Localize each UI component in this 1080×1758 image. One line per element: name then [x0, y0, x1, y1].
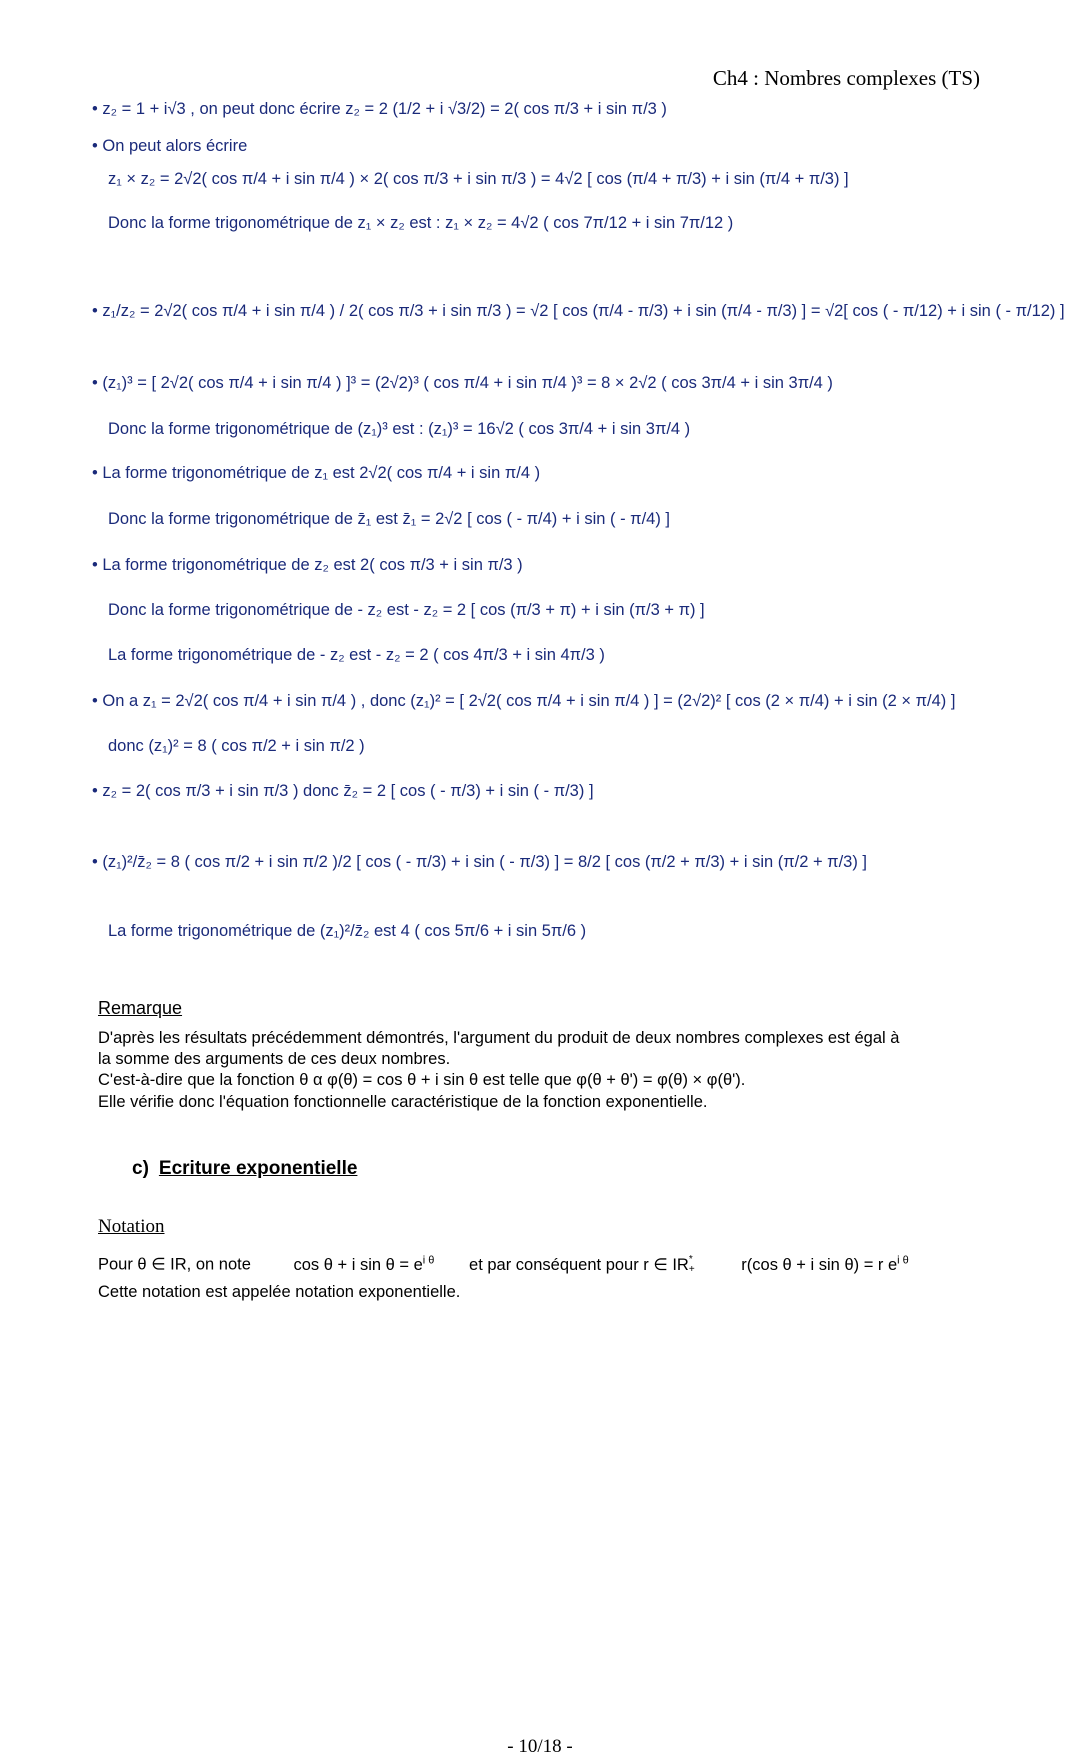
- math-line-13: • On a z₁ = 2√2( cos π/4 + i sin π/4 ) , donc (z₁)² = [ 2√2( cos π/4 + i sin π/4 ) ] = (2√2)² [ cos (2 × π/4) + i sin (2 × π/4) ]: [92, 692, 956, 710]
- math-line-5: • z₁/z₂ = 2√2( cos π/4 + i sin π/4 ) / 2( cos π/3 + i sin π/3 ) = √2 [ cos (π/4 - π/3) + i sin (π/4 - π/3) ] = √2[ cos ( - π/12) + i sin ( - π/12) ]: [92, 302, 1065, 320]
- math-line-7: Donc la forme trigonométrique de (z₁)³ est : (z₁)³ = 16√2 ( cos 3π/4 + i sin 3π/4 ): [108, 420, 691, 438]
- math-line-9: Donc la forme trigonométrique de z̄₁ est z̄₁ = 2√2 [ cos ( - π/4) + i sin ( - π/4) ]: [108, 510, 670, 528]
- math-line-8: • La forme trigonométrique de z₁ est 2√2( cos π/4 + i sin π/4 ): [92, 464, 541, 482]
- page-header-title: Ch4 : Nombres complexes (TS): [712, 66, 980, 90]
- math-line-2: • On peut alors écrire: [92, 137, 248, 155]
- remark-paragraph-1: D'après les résultats précédemment démontrés, l'argument du produit de deux nombres complexes est égal à: [98, 1029, 900, 1047]
- notation-line-1: [98, 1254, 909, 1275]
- math-line-10: • La forme trigonométrique de z₂ est 2( cos π/3 + i sin π/3 ): [92, 556, 523, 574]
- remark-paragraph-2: la somme des arguments de ces deux nombres.: [98, 1050, 451, 1068]
- notation-title: Notation: [98, 1216, 165, 1237]
- notation-r-formula-exp: i θ: [897, 1254, 909, 1266]
- notation-r-formula: [741, 1256, 909, 1274]
- math-line-11: Donc la forme trigonométrique de - z₂ est - z₂ = 2 [ cos (π/3 + π) + i sin (π/3 + π) ]: [108, 601, 705, 619]
- notation-line-2: Cette notation est appelée notation exponentielle.: [98, 1283, 461, 1301]
- notation-formula-exp: i θ: [422, 1254, 435, 1266]
- math-line-12: La forme trigonométrique de - z₂ est - z₂ = 2 ( cos 4π/3 + i sin 4π/3 ): [108, 646, 605, 664]
- section-title: Ecriture exponentielle: [158, 1158, 358, 1179]
- notation-formula: [293, 1256, 434, 1274]
- notation-consequence-text: et par conséquent pour r ∈ IR: [469, 1255, 689, 1274]
- notation-formula-base: cos θ + i sin θ = e: [293, 1255, 423, 1274]
- notation-intro: Pour θ ∈ IR, on note: [98, 1255, 251, 1274]
- notation-plus: +: [688, 1264, 695, 1276]
- notation-r-formula-base: r(cos θ + i sin θ) = r e: [741, 1255, 898, 1274]
- remark-paragraph-4: Elle vérifie donc l'équation fonctionnelle caractéristique de la fonction exponentielle.: [98, 1093, 708, 1111]
- remark-paragraph-3: C'est-à-dire que la fonction θ α φ(θ) = cos θ + i sin θ est telle que φ(θ + θ') = φ(θ) × φ(θ').: [98, 1071, 746, 1089]
- notation-star: *: [688, 1254, 693, 1266]
- math-line-15: • z₂ = 2( cos π/3 + i sin π/3 ) donc z̄₂ = 2 [ cos ( - π/3) + i sin ( - π/3) ]: [92, 782, 594, 800]
- math-line-1: • z₂ = 1 + i√3 , on peut donc écrire z₂ = 2 (1/2 + i √3/2) = 2( cos π/3 + i sin π/3 ): [92, 100, 667, 118]
- section-label: c): [132, 1158, 149, 1179]
- math-line-14: donc (z₁)² = 8 ( cos π/2 + i sin π/2 ): [108, 737, 365, 755]
- math-line-16: • (z₁)²/z̄₂ = 8 ( cos π/2 + i sin π/2 )/2 [ cos ( - π/3) + i sin ( - π/3) ] = 8/2 [ cos (π/2 + π/3) + i sin (π/2 + π/3) ]: [92, 853, 867, 871]
- math-line-3: z₁ × z₂ = 2√2( cos π/4 + i sin π/4 ) × 2( cos π/3 + i sin π/3 ) = 4√2 [ cos (π/4 + π/3) + i sin (π/4 + π/3) ]: [108, 170, 849, 188]
- notation-consequence: [469, 1256, 695, 1274]
- section-heading: [132, 1158, 357, 1180]
- page-number: - 10/18 -: [507, 1736, 573, 1757]
- math-line-6: • (z₁)³ = [ 2√2( cos π/4 + i sin π/4 ) ]³ = (2√2)³ ( cos π/4 + i sin π/4 )³ = 8 × 2√2 ( cos 3π/4 + i sin 3π/4 ): [92, 374, 833, 392]
- math-line-17: La forme trigonométrique de (z₁)²/z̄₂ est 4 ( cos 5π/6 + i sin 5π/6 ): [108, 922, 587, 940]
- remark-title: Remarque: [98, 998, 183, 1018]
- math-line-4: Donc la forme trigonométrique de z₁ × z₂ est : z₁ × z₂ = 4√2 ( cos 7π/12 + i sin 7π/12 ): [108, 214, 734, 232]
